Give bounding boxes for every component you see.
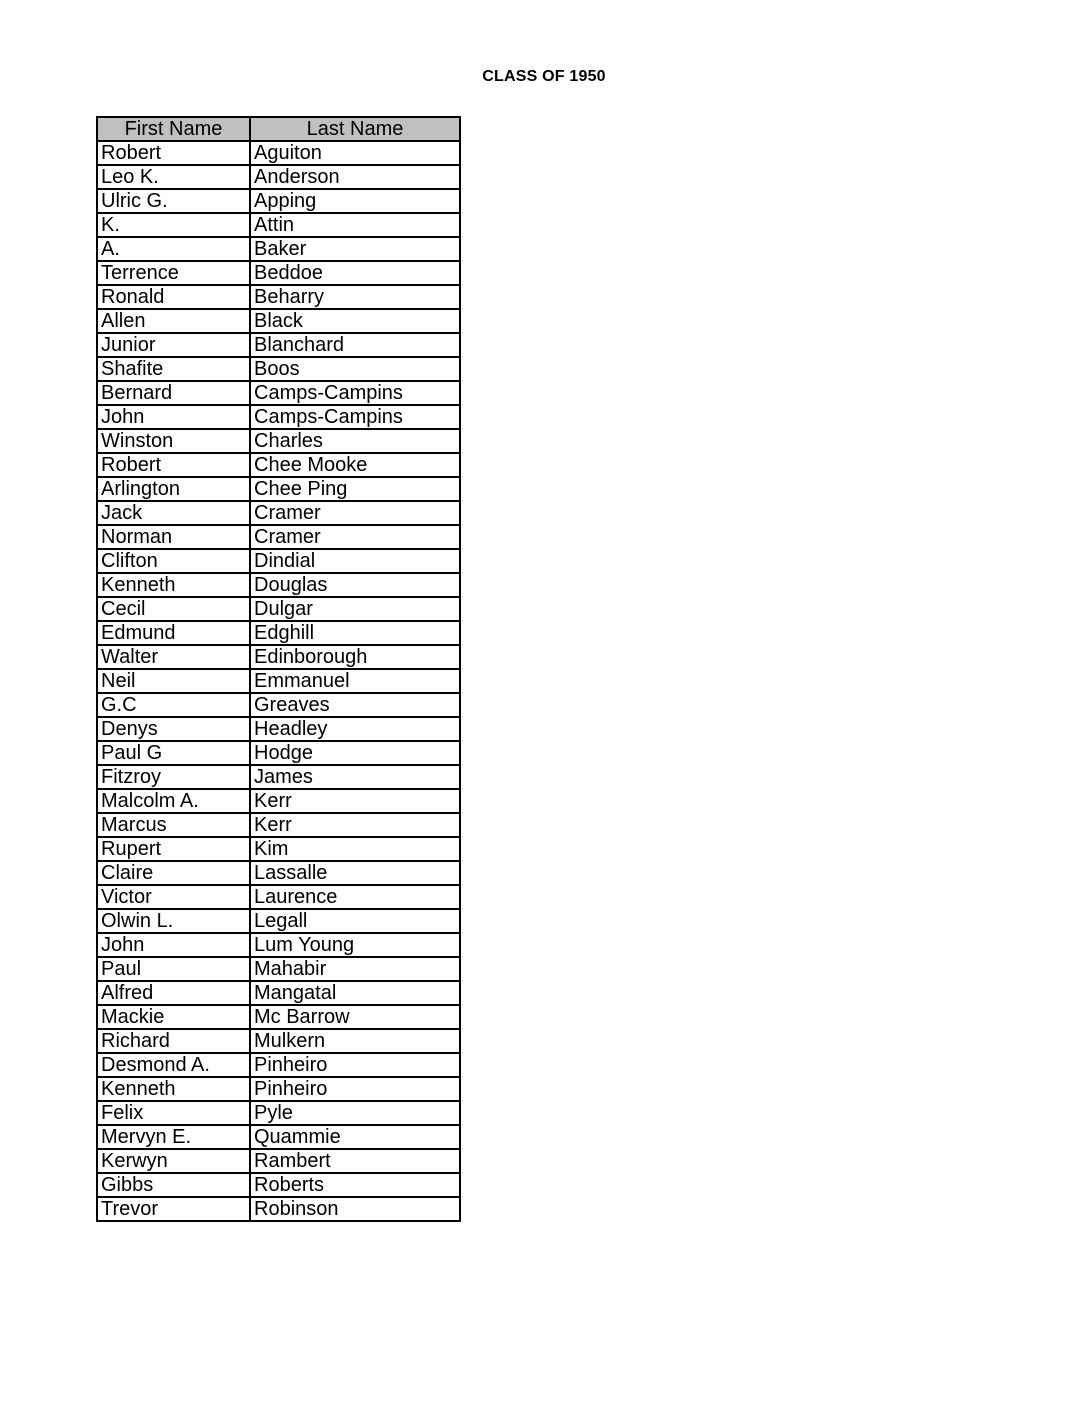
first-name-cell: Felix (97, 1101, 250, 1125)
last-name-header: Last Name (250, 117, 460, 141)
first-name-cell: Olwin L. (97, 909, 250, 933)
table-row (97, 381, 460, 405)
table-header-row (97, 117, 460, 141)
table-row (97, 261, 460, 285)
last-name-cell: Hodge (250, 741, 460, 765)
last-name-cell: Camps-Campins (250, 381, 460, 405)
last-name-cell: Greaves (250, 693, 460, 717)
first-name-cell: Robert (97, 453, 250, 477)
table-row (97, 573, 460, 597)
last-name-cell: Legall (250, 909, 460, 933)
last-name-cell: Lum Young (250, 933, 460, 957)
first-name-cell: Winston (97, 429, 250, 453)
table-row (97, 1149, 460, 1173)
first-name-cell: Leo K. (97, 165, 250, 189)
last-name-cell: Charles (250, 429, 460, 453)
table-row (97, 909, 460, 933)
table-row (97, 981, 460, 1005)
last-name-cell: Laurence (250, 885, 460, 909)
last-name-cell: Kim (250, 837, 460, 861)
first-name-cell: Terrence (97, 261, 250, 285)
last-name-cell: Edghill (250, 621, 460, 645)
first-name-cell: Jack (97, 501, 250, 525)
last-name-cell: Edinborough (250, 645, 460, 669)
first-name-cell: Allen (97, 309, 250, 333)
last-name-cell: James (250, 765, 460, 789)
first-name-cell: Kenneth (97, 573, 250, 597)
table-row (97, 1197, 460, 1221)
last-name-cell: Headley (250, 717, 460, 741)
last-name-cell: Beddoe (250, 261, 460, 285)
first-name-cell: Norman (97, 525, 250, 549)
table-row (97, 933, 460, 957)
first-name-cell: Ulric G. (97, 189, 250, 213)
first-name-cell: A. (97, 237, 250, 261)
table-row (97, 885, 460, 909)
first-name-cell: Richard (97, 1029, 250, 1053)
last-name-cell: Kerr (250, 813, 460, 837)
first-name-cell: Neil (97, 669, 250, 693)
last-name-cell: Mangatal (250, 981, 460, 1005)
table-row (97, 597, 460, 621)
first-name-cell: Desmond A. (97, 1053, 250, 1077)
table-row (97, 837, 460, 861)
first-name-cell: Paul G (97, 741, 250, 765)
class-roster-table (96, 116, 461, 1222)
table-row (97, 501, 460, 525)
table-row (97, 1077, 460, 1101)
first-name-cell: Trevor (97, 1197, 250, 1221)
last-name-cell: Roberts (250, 1173, 460, 1197)
first-name-cell: G.C (97, 693, 250, 717)
table-row (97, 549, 460, 573)
table-row (97, 813, 460, 837)
table-row (97, 621, 460, 645)
first-name-cell: Gibbs (97, 1173, 250, 1197)
table-body (97, 141, 460, 1221)
table-row (97, 741, 460, 765)
table-row (97, 237, 460, 261)
table-row (97, 1053, 460, 1077)
first-name-cell: Junior (97, 333, 250, 357)
table-row (97, 285, 460, 309)
first-name-cell: Ronald (97, 285, 250, 309)
first-name-cell: Fitzroy (97, 765, 250, 789)
first-name-cell: John (97, 933, 250, 957)
first-name-header: First Name (97, 117, 250, 141)
table-row (97, 645, 460, 669)
first-name-cell: Cecil (97, 597, 250, 621)
last-name-cell: Cramer (250, 525, 460, 549)
last-name-cell: Aguiton (250, 141, 460, 165)
last-name-cell: Dulgar (250, 597, 460, 621)
table-row (97, 693, 460, 717)
last-name-cell: Pinheiro (250, 1077, 460, 1101)
first-name-cell: Victor (97, 885, 250, 909)
last-name-cell: Douglas (250, 573, 460, 597)
table-row (97, 789, 460, 813)
table-row (97, 189, 460, 213)
last-name-cell: Chee Mooke (250, 453, 460, 477)
table-row (97, 861, 460, 885)
table-row (97, 1125, 460, 1149)
first-name-cell: Alfred (97, 981, 250, 1005)
table-row (97, 213, 460, 237)
first-name-cell: Edmund (97, 621, 250, 645)
first-name-cell: K. (97, 213, 250, 237)
first-name-cell: Walter (97, 645, 250, 669)
last-name-cell: Emmanuel (250, 669, 460, 693)
table-row (97, 525, 460, 549)
first-name-cell: Claire (97, 861, 250, 885)
last-name-cell: Apping (250, 189, 460, 213)
last-name-cell: Mahabir (250, 957, 460, 981)
table-row (97, 717, 460, 741)
first-name-cell: Malcolm A. (97, 789, 250, 813)
last-name-cell: Black (250, 309, 460, 333)
first-name-cell: Paul (97, 957, 250, 981)
last-name-cell: Attin (250, 213, 460, 237)
first-name-cell: Mervyn E. (97, 1125, 250, 1149)
table-row (97, 957, 460, 981)
table-row (97, 1005, 460, 1029)
page-title-text: CLASS OF 1950 (482, 68, 606, 85)
table-row (97, 1029, 460, 1053)
first-name-cell: Clifton (97, 549, 250, 573)
first-name-cell: Kerwyn (97, 1149, 250, 1173)
last-name-cell: Quammie (250, 1125, 460, 1149)
table-row (97, 309, 460, 333)
first-name-cell: Bernard (97, 381, 250, 405)
last-name-cell: Blanchard (250, 333, 460, 357)
last-name-cell: Mulkern (250, 1029, 460, 1053)
last-name-cell: Mc Barrow (250, 1005, 460, 1029)
last-name-cell: Beharry (250, 285, 460, 309)
last-name-cell: Camps-Campins (250, 405, 460, 429)
table-row (97, 1101, 460, 1125)
table-row (97, 333, 460, 357)
table-row (97, 765, 460, 789)
last-name-cell: Cramer (250, 501, 460, 525)
last-name-cell: Anderson (250, 165, 460, 189)
table-row (97, 453, 460, 477)
table-row (97, 357, 460, 381)
first-name-cell: Rupert (97, 837, 250, 861)
last-name-cell: Pyle (250, 1101, 460, 1125)
last-name-cell: Pinheiro (250, 1053, 460, 1077)
table-row (97, 669, 460, 693)
table-row (97, 477, 460, 501)
last-name-cell: Kerr (250, 789, 460, 813)
last-name-cell: Rambert (250, 1149, 460, 1173)
first-name-cell: Marcus (97, 813, 250, 837)
table-row (97, 429, 460, 453)
first-name-cell: Shafite (97, 357, 250, 381)
last-name-cell: Baker (250, 237, 460, 261)
first-name-cell: Robert (97, 141, 250, 165)
last-name-cell: Lassalle (250, 861, 460, 885)
table-row (97, 141, 460, 165)
last-name-cell: Robinson (250, 1197, 460, 1221)
first-name-cell: John (97, 405, 250, 429)
table-row (97, 165, 460, 189)
table-row (97, 405, 460, 429)
first-name-cell: Kenneth (97, 1077, 250, 1101)
first-name-cell: Denys (97, 717, 250, 741)
first-name-cell: Mackie (97, 1005, 250, 1029)
last-name-cell: Dindial (250, 549, 460, 573)
table-row (97, 1173, 460, 1197)
page-title (0, 68, 1088, 86)
first-name-cell: Arlington (97, 477, 250, 501)
last-name-cell: Chee Ping (250, 477, 460, 501)
last-name-cell: Boos (250, 357, 460, 381)
